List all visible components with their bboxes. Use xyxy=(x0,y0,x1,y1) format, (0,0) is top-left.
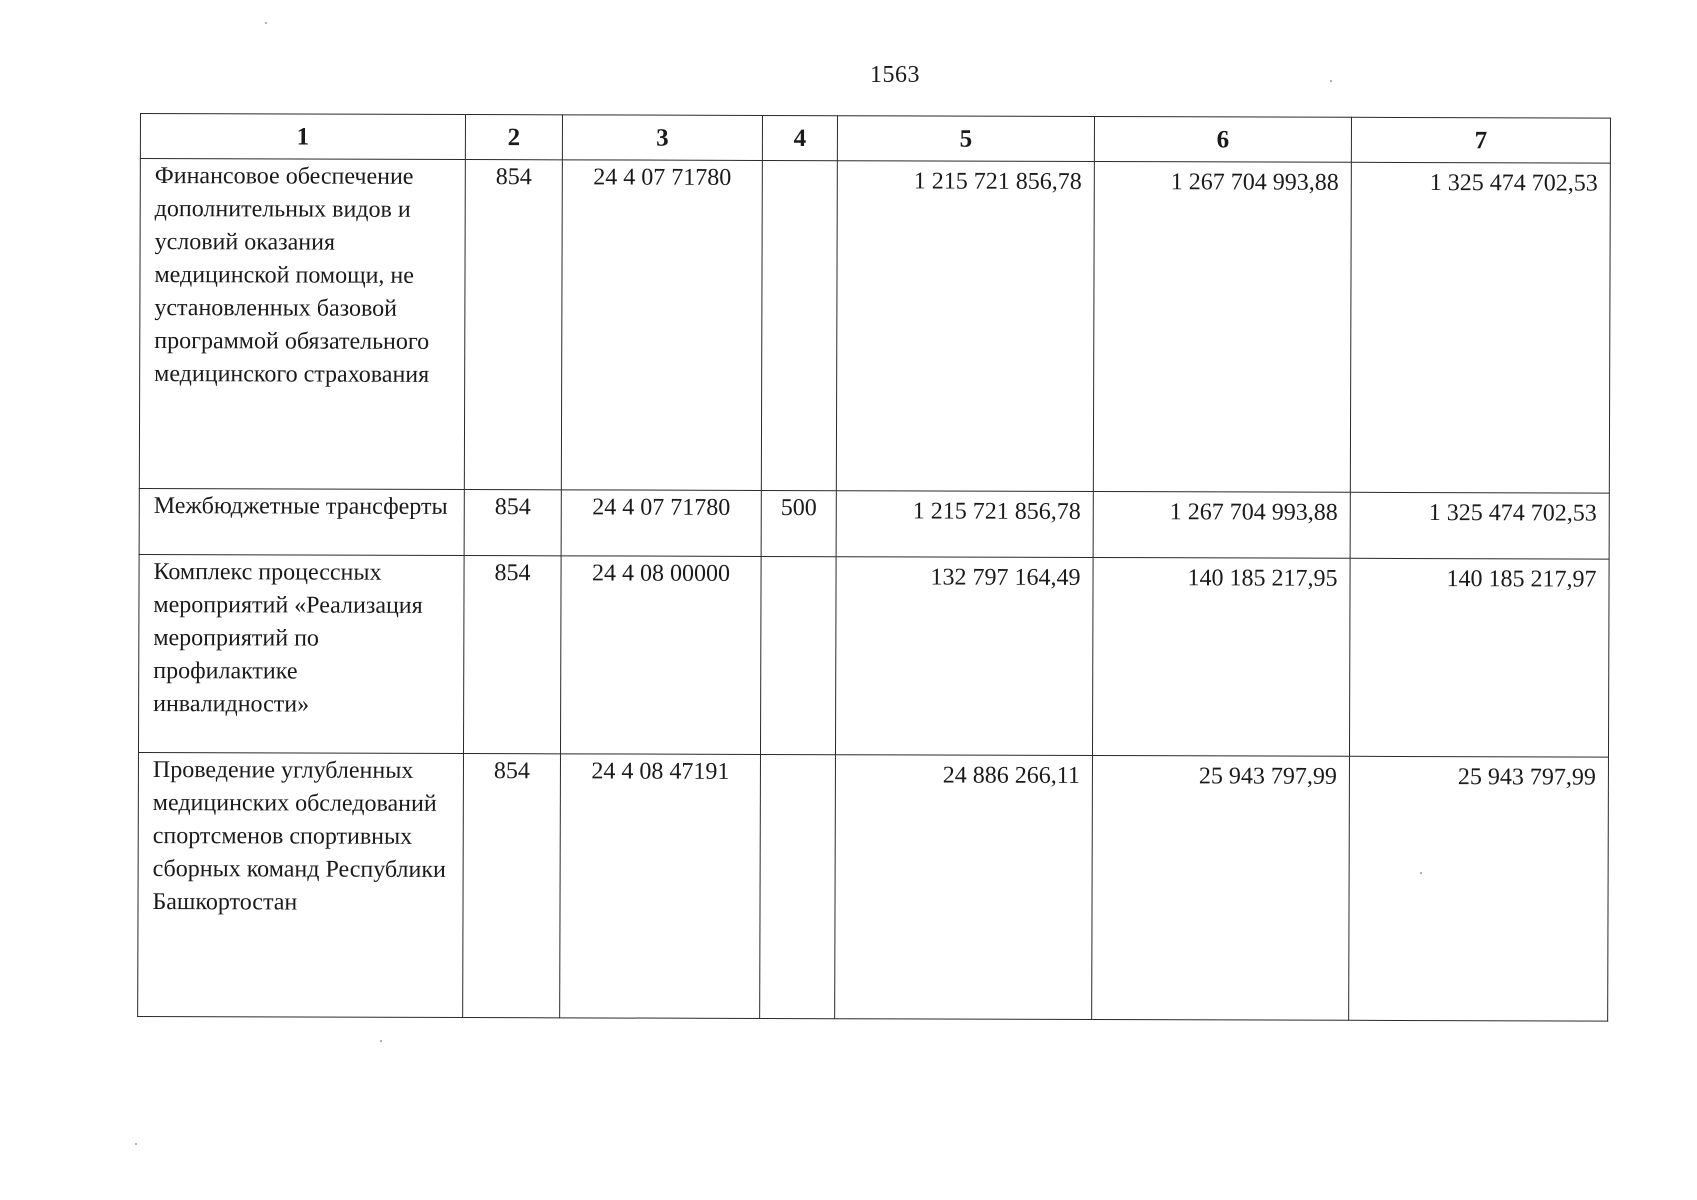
row-year1: 1 215 721 856,78 xyxy=(836,491,1093,558)
table-row xyxy=(139,159,1610,494)
row-target-code: 24 4 07 71780 xyxy=(561,160,762,491)
table-row xyxy=(138,752,1609,1021)
row-expense-type xyxy=(760,556,836,754)
table-body xyxy=(138,159,1611,1022)
row-ministry: 854 xyxy=(464,490,561,556)
scan-speck xyxy=(265,22,267,24)
row-year2: 1 267 704 993,88 xyxy=(1093,161,1351,492)
column-header-year2: 6 xyxy=(1094,116,1351,162)
column-header-year1: 5 xyxy=(837,116,1094,162)
row-year2: 1 267 704 993,88 xyxy=(1093,491,1350,558)
row-target-code: 24 4 08 47191 xyxy=(560,754,761,1019)
page-number: 1563 xyxy=(870,62,920,88)
scan-speck xyxy=(135,1143,137,1145)
column-header-target-code: 3 xyxy=(562,115,762,161)
row-target-code: 24 4 08 00000 xyxy=(560,556,761,755)
table-row xyxy=(138,554,1609,757)
row-target-code: 24 4 07 71780 xyxy=(561,490,761,557)
row-year3: 1 325 474 702,53 xyxy=(1350,492,1609,559)
row-year1: 132 797 164,49 xyxy=(835,557,1093,756)
row-year1: 24 886 266,11 xyxy=(835,755,1093,1020)
row-year2: 140 185 217,95 xyxy=(1092,557,1350,756)
row-year1: 1 215 721 856,78 xyxy=(836,161,1094,492)
row-name: Комплекс процессных мероприятий «Реализация мероприятий по профилактике инвалидности» xyxy=(138,554,464,753)
row-name: Проведение углубленных медицинских обследований спортсменов спортивных сборных команд Республики Башкортостан xyxy=(138,752,464,1017)
row-expense-type xyxy=(761,160,837,490)
header-row xyxy=(140,114,1610,164)
row-name: Финансовое обеспечение дополнительных видов и условий оказания медицинской помощи, не установленных базовой программой обязательного медицинского страхования xyxy=(139,159,465,490)
table-row xyxy=(139,488,1609,559)
row-expense-type xyxy=(760,754,836,1018)
row-year3: 140 185 217,97 xyxy=(1349,558,1609,757)
column-header-expense-type: 4 xyxy=(762,115,837,160)
row-year3: 25 943 797,99 xyxy=(1349,756,1609,1021)
row-ministry: 854 xyxy=(463,754,561,1018)
column-header-ministry: 2 xyxy=(465,115,562,160)
row-expense-type: 500 xyxy=(761,490,836,556)
row-year2: 25 943 797,99 xyxy=(1092,755,1350,1020)
scan-speck xyxy=(1330,80,1332,82)
row-ministry: 854 xyxy=(464,160,562,490)
table-header xyxy=(140,114,1610,164)
row-name: Межбюджетные трансферты xyxy=(139,488,464,555)
budget-table xyxy=(137,113,1611,1022)
row-ministry: 854 xyxy=(463,556,561,754)
column-header-year3: 7 xyxy=(1351,117,1610,163)
row-year3: 1 325 474 702,53 xyxy=(1350,162,1610,493)
scan-speck xyxy=(380,1040,382,1042)
scan-speck xyxy=(1420,872,1422,874)
column-header-name: 1 xyxy=(140,114,465,160)
